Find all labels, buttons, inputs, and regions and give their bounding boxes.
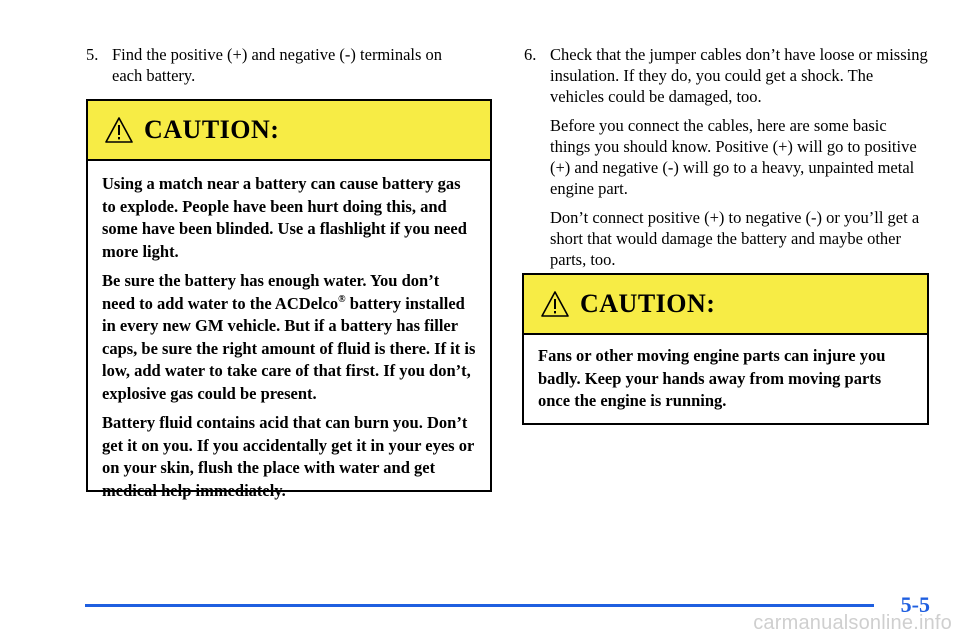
registered-mark: ® (338, 293, 346, 305)
step-number: 5. (86, 45, 99, 64)
step-5-text (112, 44, 486, 86)
caution-box-fans (522, 273, 929, 425)
caution-header (88, 101, 490, 161)
caution-paragraph: Battery fluid contains acid that can burn you. Don’t get it on you. If you accidentally get it in your eyes or on your skin, flush the place with water and get medical help immediately. (102, 413, 474, 500)
footer-rule (85, 604, 874, 607)
step-5-line-1: Find the positive (+) and negative (-) terminals on (112, 45, 443, 64)
caution-box-battery (86, 99, 492, 500)
page-number: 5-5 (900, 592, 930, 617)
caution-text: Be sure the battery has enough water. You don’t need to add water to the ACDelco (102, 271, 440, 313)
step-6-paragraph: Before you connect the cables, here are some basic things you should know. Positive (+) will go to positive (+) and negative (-) will go to a heavy, unpainted metal engine part. (550, 116, 917, 198)
warning-triangle-icon (540, 290, 570, 318)
step-6-paragraph: Check that the jumper cables don’t have loose or missing insulation. If they do, you could get a shock. The vehicles could be damaged, too. (550, 45, 928, 106)
caution-body (524, 335, 927, 413)
caution-paragraph: Fans or other moving engine parts can injure you badly. Keep your hands away from moving parts once the engine is running. (538, 346, 886, 410)
caution-body (88, 161, 490, 502)
step-5 (86, 44, 486, 86)
watermark: carmanualsonline.info (753, 612, 952, 634)
step-number: 6. (524, 45, 537, 64)
step-6-paragraph: Don’t connect positive (+) to negative (-) or you’ll get a short that would damage the battery and maybe other parts, too. (550, 208, 920, 269)
step-6 (524, 44, 928, 270)
step-6-text (550, 44, 928, 270)
caution-heading: CAUTION: (580, 289, 716, 318)
caution-paragraph: Using a match near a battery can cause battery gas to explode. People have been hurt doing this, and some have been blinded. Use a flashlight if you need more light. (102, 174, 467, 261)
step-5-line-2: each battery. (112, 66, 196, 85)
caution-paragraph (102, 270, 476, 405)
caution-text: battery installed in every new GM vehicle. But if a battery has filler caps, be sure the right amount of fluid is there. If it is low, add water to take care of that first. If you don’t, explosive gas could be present. (102, 293, 476, 403)
warning-triangle-icon (104, 116, 134, 144)
caution-header (524, 275, 927, 335)
caution-heading: CAUTION: (144, 115, 280, 144)
